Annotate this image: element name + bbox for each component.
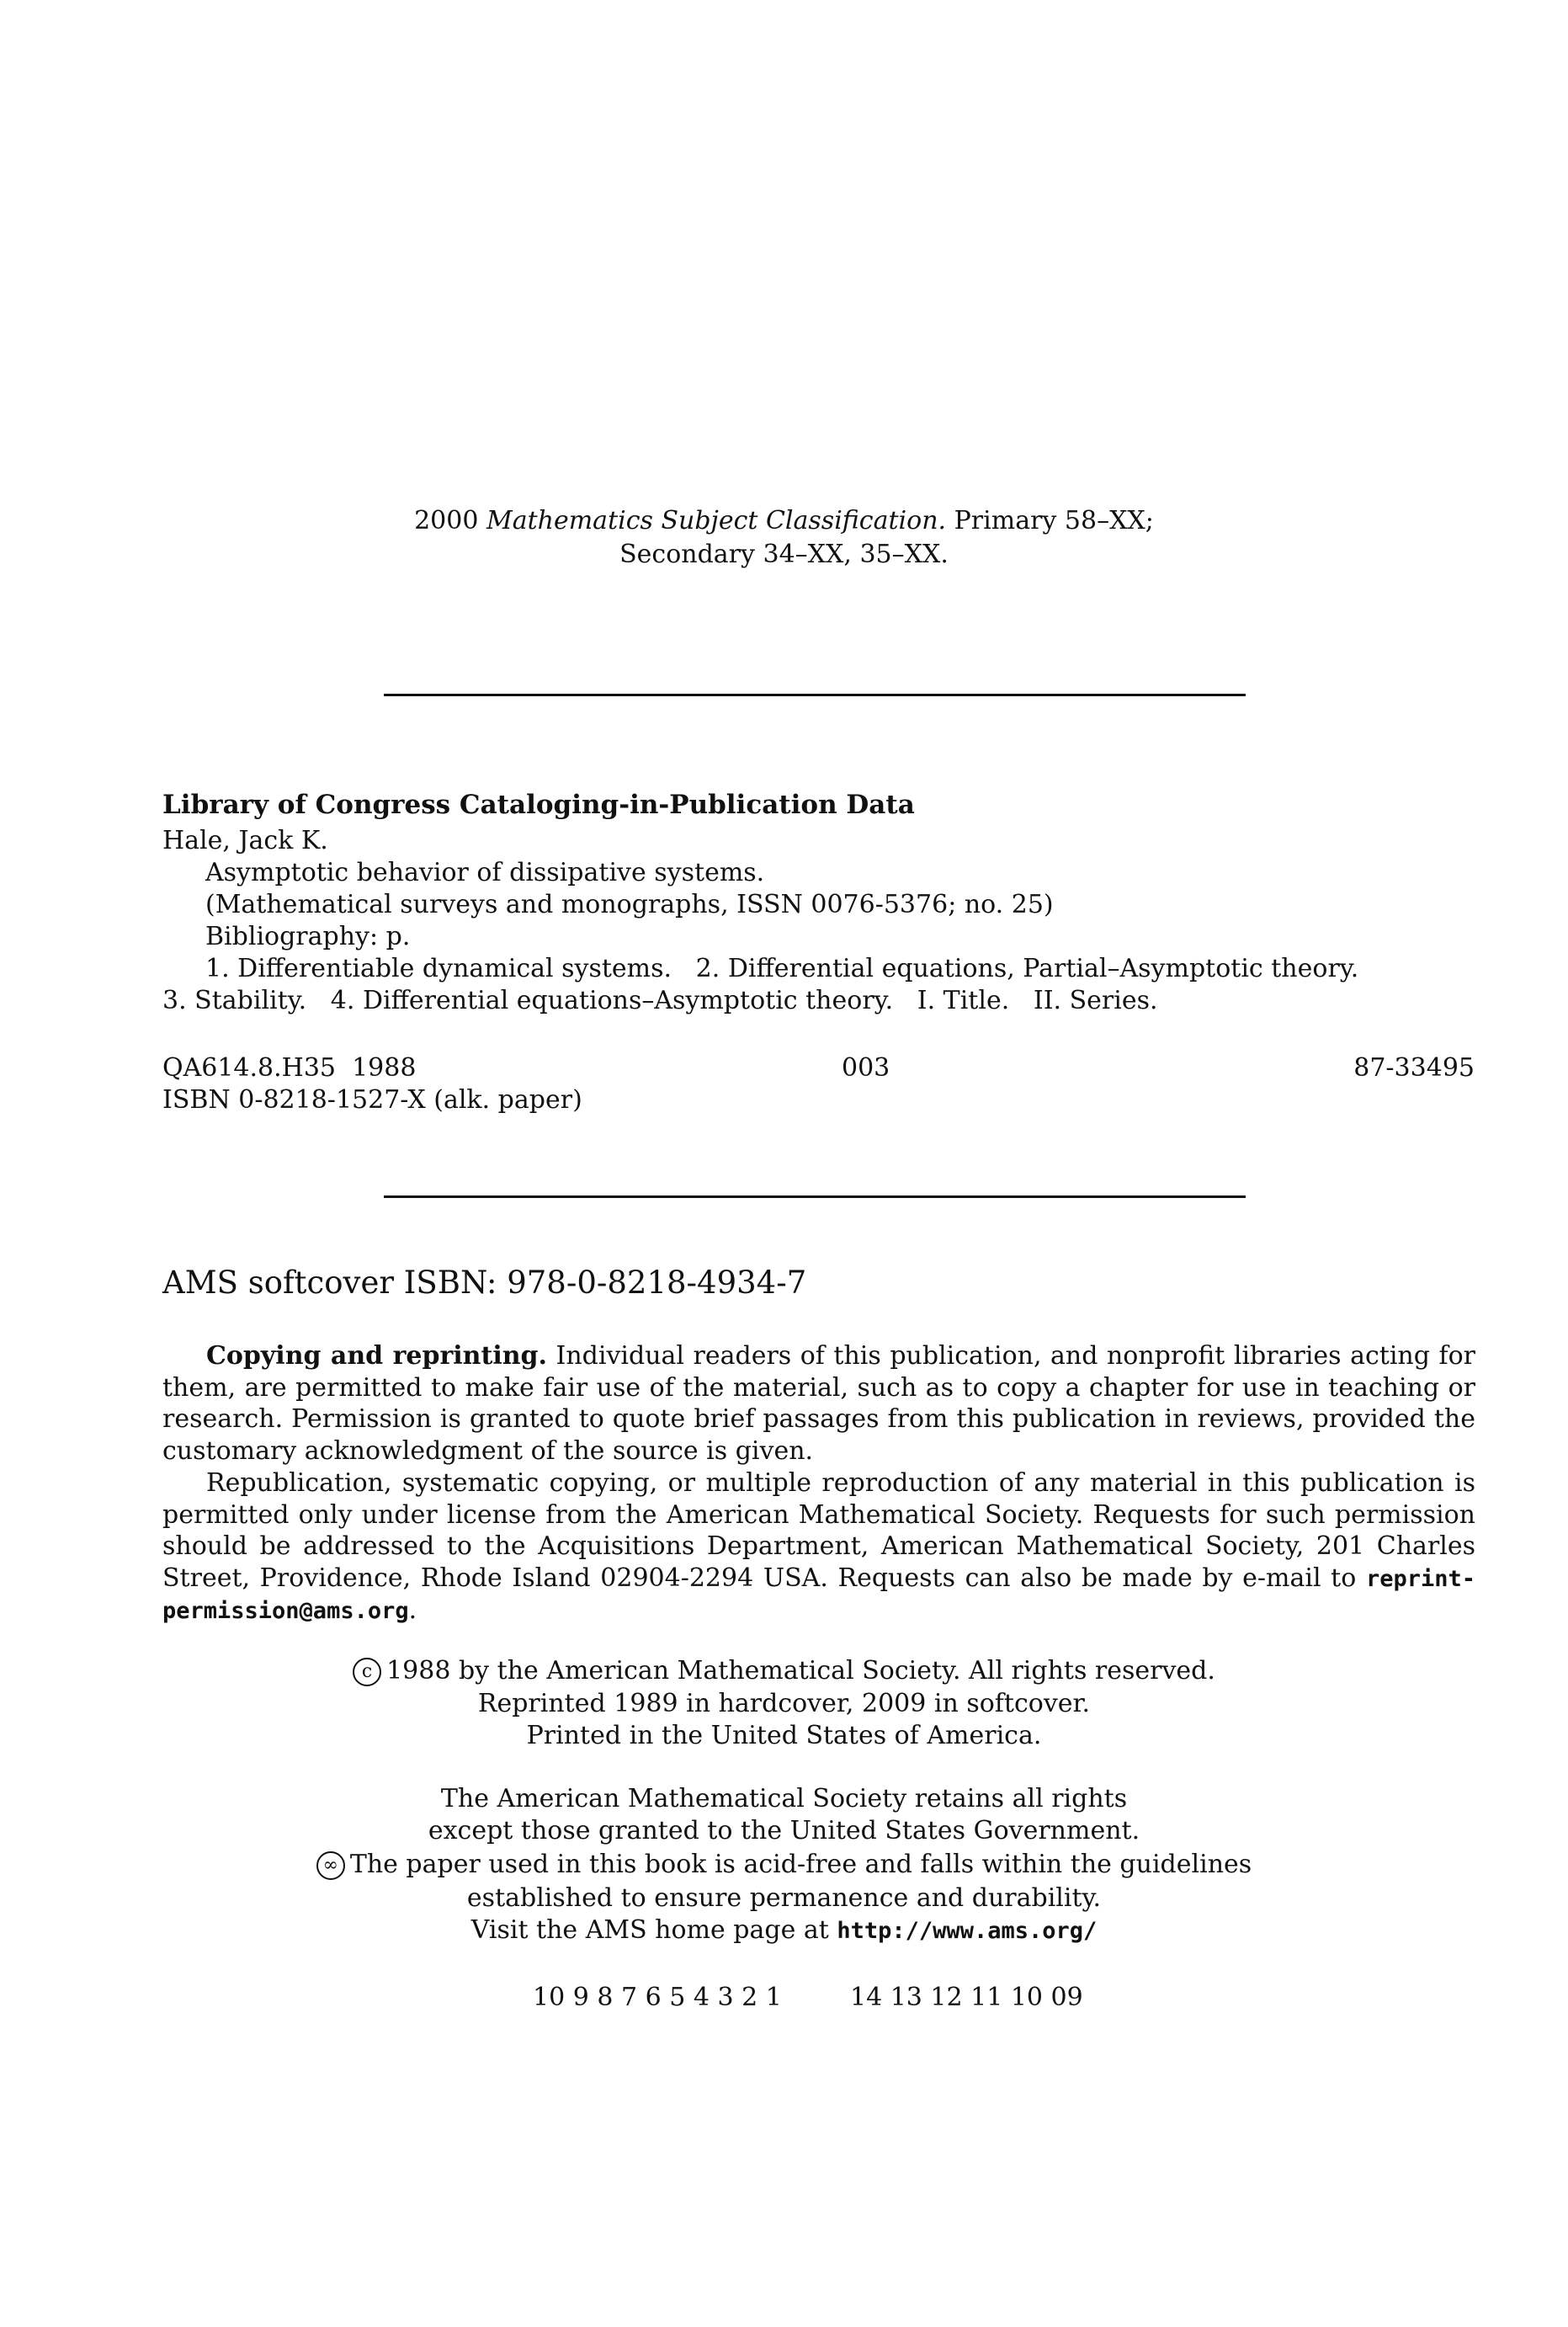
rights-line-5 — [0, 1914, 1568, 1947]
msc-title: Mathematics Subject Classification. — [486, 506, 947, 535]
copying-title: Copying and reprinting. — [206, 1341, 547, 1371]
cip-heading: Library of Congress Cataloging-in-Publication Data — [162, 790, 915, 820]
cip-subjects-2: 3. Stability. 4. Differential equations–Asymptotic theory. I. Title. II. Series. — [162, 986, 1158, 1015]
copying-paragraph-1 — [162, 1340, 1475, 1467]
ams-homepage-link[interactable]: http://www.ams.org/ — [837, 1918, 1098, 1944]
rights-line-1: The American Mathematical Society retains all rights — [440, 1784, 1128, 1813]
cip-title-line: Asymptotic behavior of dissipative systems. — [205, 858, 765, 887]
divider-bottom — [384, 1195, 1246, 1198]
softcover-isbn: AMS softcover ISBN: 978-0-8218-4934-7 — [162, 1265, 807, 1301]
cip-series-line: (Mathematical surveys and monographs, ISSN 0076-5376; no. 25) — [205, 890, 1054, 919]
cip-subjects-1: 1. Differentiable dynamical systems. 2. Differential equations, Partial–Asymptotic theory. — [205, 954, 1359, 983]
rights-line-2: except those granted to the United States Government. — [428, 1816, 1140, 1845]
copying-paragraph-2 — [162, 1467, 1475, 1627]
permission-email-link[interactable]: reprint-permission@ams.org — [162, 1565, 1475, 1625]
visit-text: Visit the AMS home page at — [470, 1915, 829, 1945]
copyright-line-1 — [0, 1655, 1568, 1687]
acid-free-paper-icon: ∞ — [316, 1851, 345, 1880]
cip-lccn: 87-33495 — [1353, 1053, 1475, 1083]
msc-primary: Primary 58–XX; — [954, 506, 1154, 535]
msc-year: 2000 — [414, 506, 479, 535]
copyright-icon: c — [353, 1658, 381, 1686]
copying-text-2: Republication, systematic copying, or multiple reproduction of any material in this publication is permitted only under license from the American Mathematical Society. Requests for such permission should be addressed to the Acquisitions Department, American Mathematical Society, 201 Charles Street, Providence, Rhode Island 02904-2294 USA. Requests can also be made by e-mail to — [162, 1468, 1475, 1593]
msc-line-1 — [0, 505, 1568, 537]
acid-free-text: The paper used in this book is acid-free and falls within the guidelines — [349, 1850, 1252, 1879]
printing-years: 14 13 12 11 10 09 — [850, 1983, 1083, 2012]
copyright-line-3: Printed in the United States of America. — [526, 1721, 1042, 1750]
cip-dewey: 003 — [842, 1053, 890, 1083]
printing-impressions: 10 9 8 7 6 5 4 3 2 1 — [533, 1983, 782, 2012]
rights-line-3 — [0, 1849, 1568, 1881]
copying-text-1: Individual readers of this publication, and nonprofit libraries acting for them, are permitted to make fair use of the material, such as to copy a chapter for use in teaching or research. Permission is granted to quote brief passages from this publication in reviews, provided the customary acknowledgment of the source is given. — [162, 1341, 1475, 1466]
rights-line-4: established to ensure permanence and durability. — [466, 1883, 1102, 1913]
copyright-text: 1988 by the American Mathematical Society. All rights reserved. — [386, 1656, 1215, 1685]
copying-period: . — [408, 1595, 417, 1626]
cip-call-number: QA614.8.H35 1988 — [162, 1053, 417, 1083]
copyright-line-2: Reprinted 1989 in hardcover, 2009 in softcover. — [477, 1689, 1091, 1718]
msc-secondary: Secondary 34–XX, 35–XX. — [619, 540, 949, 569]
cip-isbn: ISBN 0-8218-1527-X (alk. paper) — [162, 1085, 582, 1115]
cip-author: Hale, Jack K. — [162, 826, 328, 855]
divider-top — [384, 694, 1246, 696]
cip-bibliography: Bibliography: p. — [205, 922, 411, 951]
